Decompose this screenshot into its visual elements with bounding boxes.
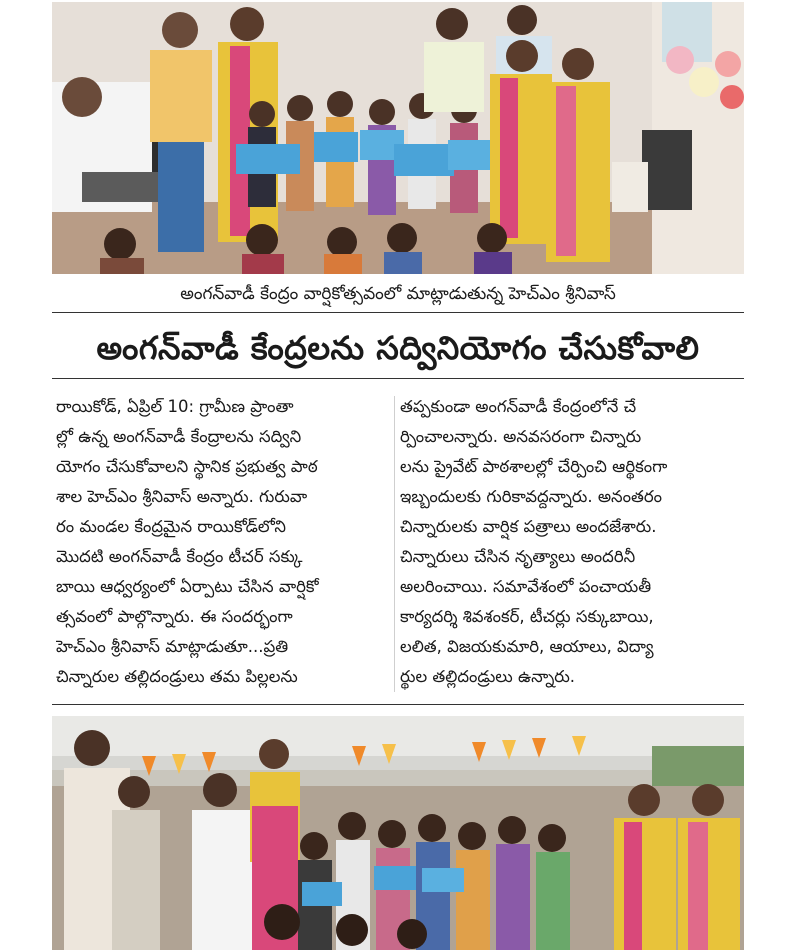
photo-top-caption: అంగన్‌వాడీ కేంద్రం వార్షికోత్సవంలో మాట్లాడుతున్న హెచ్ఎం శ్రీనివాస్	[52, 276, 744, 313]
body-line: మొదటి అంగన్‌వాడీ కేంద్రం టీచర్ సక్కు	[56, 547, 303, 566]
body-line: ల్లో ఉన్న అంగన్‌వాడీ కేంద్రాలను సద్విని	[56, 427, 302, 446]
body-line: రం మండల కేంద్రమైన రాయికోడ్‌లోని	[56, 517, 286, 536]
body-line: చిన్నారుల తల్లిదండ్రులు తమ పిల్లలను	[56, 667, 298, 686]
body-line: లను ప్రైవేట్ పాఠశాలల్లో చేర్పించి ఆర్థికంగా	[400, 457, 668, 476]
body-line: ఇబ్బందులకు గురికావద్దన్నారు. అనంతరం	[400, 487, 662, 506]
body-line: ర్థుల తల్లిదండ్రులు ఉన్నారు.	[400, 667, 576, 686]
section-rule	[52, 704, 744, 705]
body-column-right	[400, 392, 740, 692]
body-line: లలిత, విజయకుమారి, ఆయాలు, విద్యా	[400, 637, 654, 656]
body-line: తప్పకుండా అంగన్‌వాడీ కేంద్రంలోనే చే	[400, 397, 637, 416]
photo-bottom-image	[52, 716, 744, 950]
body-line: అలరించాయి. సమావేశంలో పంచాయతీ	[400, 577, 652, 596]
body-line: చిన్నారులకు వార్షిక పత్రాలు అందజేశారు.	[400, 517, 657, 536]
body-line: త్సవంలో పాల్గొన్నారు. ఈ సందర్భంగా	[56, 607, 293, 626]
column-divider	[394, 396, 395, 692]
body-line: కార్యదర్శి శివశంకర్, టీచర్లు సక్కుబాయి,	[400, 607, 654, 626]
body-column-left	[56, 392, 396, 692]
body-line: హెచ్ఎం శ్రీనివాస్ మాట్లాడుతూ...ప్రతి	[56, 637, 289, 656]
body-line: శాల హెచ్ఎం శ్రీనివాస్ అన్నారు. గురువా	[56, 487, 308, 506]
photo-bottom	[52, 716, 744, 950]
body-line: బాయి ఆధ్వర్యంలో ఏర్పాటు చేసిన వార్షికో	[56, 577, 319, 596]
body-line: యోగం చేసుకోవాలని స్థానిక ప్రభుత్వ పాఠ	[56, 457, 318, 476]
photo-top	[52, 2, 744, 274]
body-line: ర్పించాలన్నారు. అనవసరంగా చిన్నారు	[400, 427, 642, 446]
headline: అంగన్‌వాడీ కేంద్రలను సద్వినియోగం చేసుకోవాలి	[52, 318, 744, 379]
body-line: చిన్నారులు చేసిన నృత్యాలు అందరినీ	[400, 547, 636, 566]
body-line: రాయికోడ్, ఏప్రిల్ 10: గ్రామీణ ప్రాంతా	[56, 397, 294, 416]
photo-top-image	[52, 2, 744, 274]
